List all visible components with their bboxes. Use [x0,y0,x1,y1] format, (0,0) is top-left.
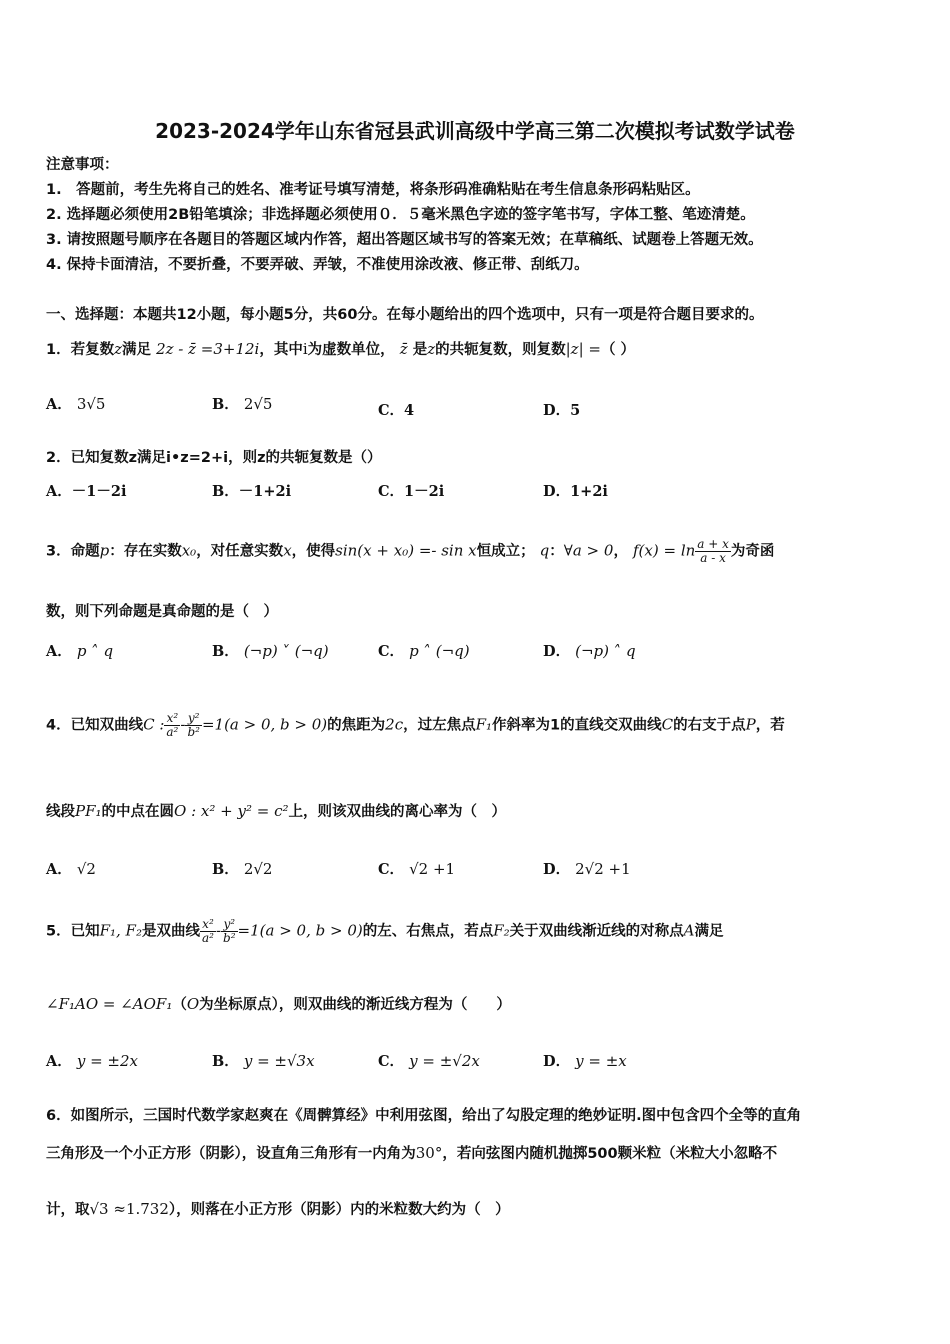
question-3-line2: 数，则下列命题是真命题的是（ ） [46,604,278,620]
q4-option-b[interactable]: B． 2√2 [212,860,273,878]
q4-option-c[interactable]: C． √2 +1 [378,860,456,878]
fx-fraction: $\frac{a + x}{a - x}$ [697,537,729,566]
question-1-stem: 1．若复数z满足 2z - z̄ =3+12i，其中i为虚数单位， z̄ 是z的共轭复数，则复数|z| =（ ） [46,340,636,358]
notice-item-3: 3. 请按照题号顺序在各题目的答题区域内作答，超出答题区域书写的答案无效；在草稿纸、试题卷上答题无效。 [46,232,763,248]
question-3-stem: 3．命题p：存在实数x₀，对任意实数x，使得sin(x + x₀) =- sin x恒成立； q：∀a > 0， f(x) = ln $\frac{a + x}{a - x}$ 为奇函 [46,537,775,566]
q2-option-d[interactable]: D．1+2i [543,483,608,500]
question-2-stem: 2．已知复数z满足i•z=2+i，则z的共轭复数是（） [46,450,382,466]
question-6-line2: 三角形及一个小正方形（阴影），设直角三角形有一内角为30°，若向弦图内随机抛掷500颗米粒（米粒大小忽略不 [46,1144,778,1162]
notice-heading: 注意事项： [46,157,119,173]
page-title: 2023-2024学年山东省冠县武训高级中学高三第二次模拟考试数学试卷 [155,119,795,143]
q4-option-a[interactable]: A． √2 [46,860,96,878]
q2-option-b[interactable]: B．－1+2i [212,483,292,500]
q1-option-d[interactable]: D．5 [543,402,581,419]
question-4-line2: 线段PF₁的中点在圆O : x² + y² = c²上，则该双曲线的离心率为（ ） [46,802,506,820]
q3-option-d[interactable]: D． (¬p) ˄ q [543,642,636,660]
q5-option-d[interactable]: D． y = ±x [543,1052,627,1070]
question-4-stem: 4．已知双曲线C : $\frac{\text{x²}}{\text{a²}}$ - $\frac{\text{y²}}{\text{b²}}$ =1(a > 0, b > 0)的焦距为2c，过左焦点F₁作斜率为1的直线交双曲线C的右支于点P，若 [46,711,785,740]
q5-option-b[interactable]: B． y = ±√3x [212,1052,315,1070]
notice-item-4: 4. 保持卡面清洁，不要折叠，不要弄破、弄皱，不准使用涂改液、修正带、刮纸刀。 [46,257,589,273]
q3-option-b[interactable]: B． (¬p) ˅ (¬q) [212,642,329,660]
notice-item-1: 1. 答题前，考生先将自己的姓名、准考证号填写清楚，将条形码准确粘贴在考生信息条形码粘贴区。 [46,182,700,198]
question-6-line1: 6．如图所示，三国时代数学家赵爽在《周髀算经》中利用弦图，给出了勾股定理的绝妙证明.图中包含四个全等的直角 [46,1108,802,1124]
q3-option-a[interactable]: A． p ˄ q [46,642,114,660]
q4-option-d[interactable]: D． 2√2 +1 [543,860,631,878]
q2-option-a[interactable]: A．－1－2i [46,483,127,500]
q2-option-c[interactable]: C．1－2i [378,483,445,500]
notice-item-2: 2. 选择题必须使用2B铅笔填涂；非选择题必须使用０．５毫米黑色字迹的签字笔书写，字体工整、笔迹清楚。 [46,207,755,223]
q5-option-c[interactable]: C． y = ±√2x [378,1052,480,1070]
question-5-stem: 5．已知F₁, F₂是双曲线 $\frac{\text{x²}}{\text{a²}}$ - $\frac{\text{y²}}{\text{b²}}$ =1(a > 0, b > 0)的左、右焦点，若点F₂关于双曲线渐近线的对称点A满足 [46,917,724,946]
q1-option-a[interactable]: A． 3√5 [46,395,106,413]
question-5-line2: ∠F₁AO = ∠AOF₁（O为坐标原点），则双曲线的渐近线方程为（ ） [46,995,511,1013]
q1-option-c[interactable]: C．4 [378,402,415,419]
q3-option-c[interactable]: C． p ˄ (¬q) [378,642,470,660]
section-heading: 一、选择题：本题共12小题，每小题5分，共60分。在每小题给出的四个选项中，只有一项是符合题目要求的。 [46,307,764,323]
q1-option-b[interactable]: B． 2√5 [212,395,273,413]
q5-option-a[interactable]: A． y = ±2x [46,1052,138,1070]
question-6-line3: 计，取√3 ≈1.732），则落在小正方形（阴影）内的米粒数大约为（ ） [46,1200,510,1218]
